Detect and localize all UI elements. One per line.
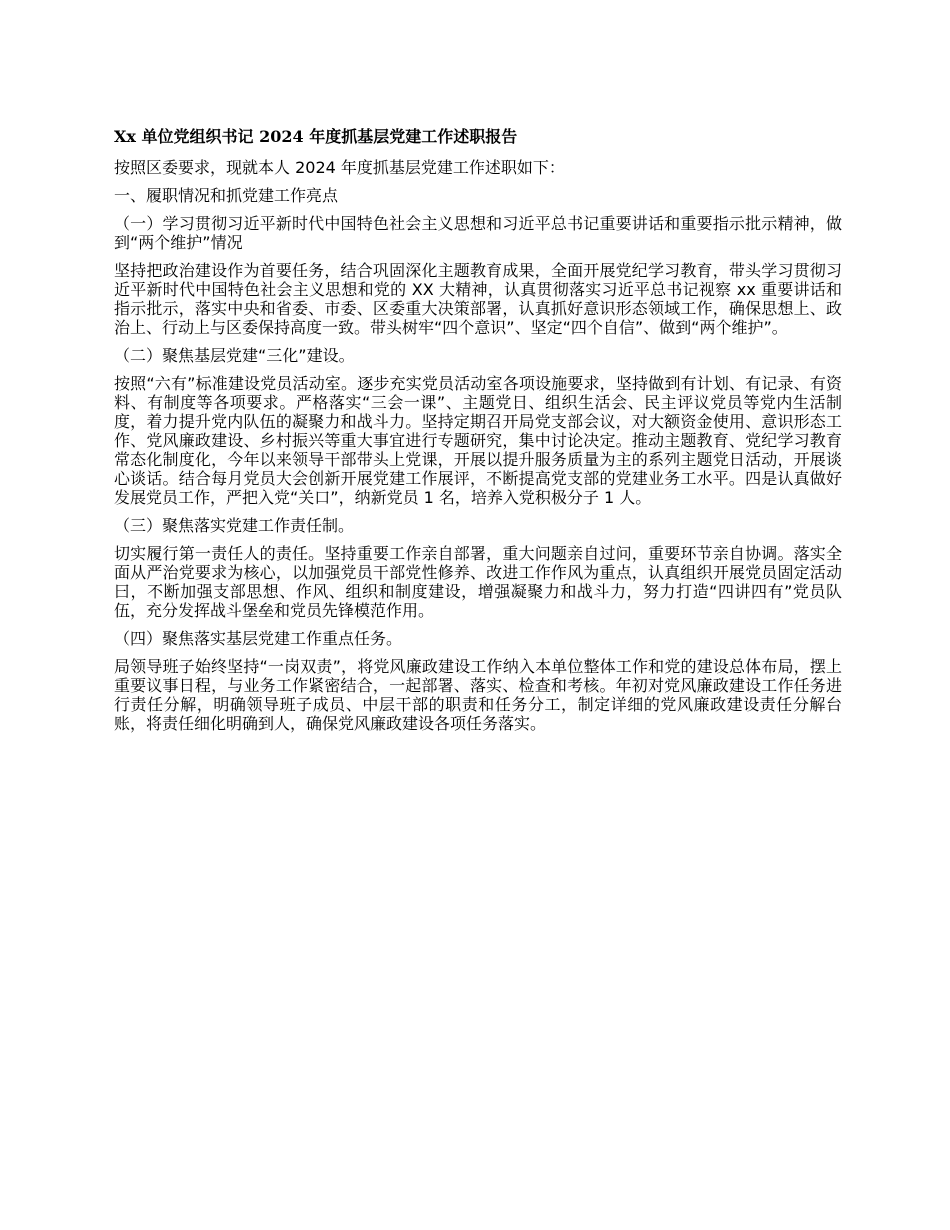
document-title: Xx 单位党组织书记 2024 年度抓基层党建工作述职报告 <box>114 127 518 146</box>
section-heading-1: 一、履职情况和抓党建工作亮点 <box>114 186 339 205</box>
subsection-heading-1: （一）学习贯彻习近平新时代中国特色社会主义思想和习近平总书记重要讲话和重要指示批示精神，做到“两个维护”情况 <box>114 214 842 252</box>
body-paragraph-4: 局领导班子始终坚持“一岗双责”，将党风廉政建设工作纳入本单位整体工作和党的建设总体布局，摆上重要议事日程，与业务工作紧密结合，一起部署、落实、检查和考核。年初对党风廉政建设工作任务进行责任分解，明确领导班子成员、中层干部的职责和任务分工，制定详细的党风廉政建设责任分解台账，将责任细化明确到人，确保党风廉政建设各项任务落实。 <box>114 657 842 733</box>
intro-paragraph: 按照区委要求，现就本人 2024 年度抓基层党建工作述职如下： <box>114 158 565 177</box>
document-page <box>114 126 842 742</box>
subsection-heading-4: （四）聚焦落实基层党建工作重点任务。 <box>114 629 403 648</box>
body-paragraph-3: 切实履行第一责任人的责任。坚持重要工作亲自部署，重大问题亲自过问，重要环节亲自协调。落实全面从严治党要求为核心，以加强党员干部党性修养、改进工作作风为重点，认真组织开展党员固定活动曰，不断加强支部思想、作风、组织和制度建设，增强凝聚力和战斗力，努力打造“四讲四有”党员队伍，充分发挥战斗堡垒和党员先锋模范作用。 <box>114 544 842 620</box>
body-paragraph-2: 按照“六有”标准建设党员活动室。逐步充实党员活动室各项设施要求，坚持做到有计划、有记录、有资料、有制度等各项要求。严格落实“三会一课”、主题党日、组织生活会、民主评议党员等党内生活制度，着力提升党内队伍的凝聚力和战斗力。坚持定期召开局党支部会议，对大额资金使用、意识形态工作、党风廉政建设、乡村振兴等重大事宜进行专题研究，集中讨论决定。推动主题教育、党纪学习教育常态化制度化，今年以来领导干部带头上党课，开展以提升服务质量为主的系列主题党日活动，开展谈心谈话。结合每月党员大会创新开展党建工作展评，不断提高党支部的党建业务工水平。四是认真做好发展党员工作，严把入党“关口”，纳新党员 1 名，培养入党积极分子 1 人。 <box>114 374 842 507</box>
subsection-heading-3: （三）聚焦落实党建工作责任制。 <box>114 516 355 535</box>
subsection-heading-2: （二）聚焦基层党建“三化”建设。 <box>114 346 355 365</box>
body-paragraph-1: 坚持把政治建设作为首要任务，结合巩固深化主题教育成果，全面开展党纪学习教育，带头学习贯彻习近平新时代中国特色社会主义思想和党的 XX 大精神，认真贯彻落实习近平总书记视察 xx 重要讲话和指示批示，落实中央和省委、市委、区委重大决策部署，认真抓好意识形态领域工作，确保思想上、政治上、行动上与区委保持高度一致。带头树牢“四个意识”、坚定“四个自信”、做到“两个维护”。 <box>114 261 842 337</box>
